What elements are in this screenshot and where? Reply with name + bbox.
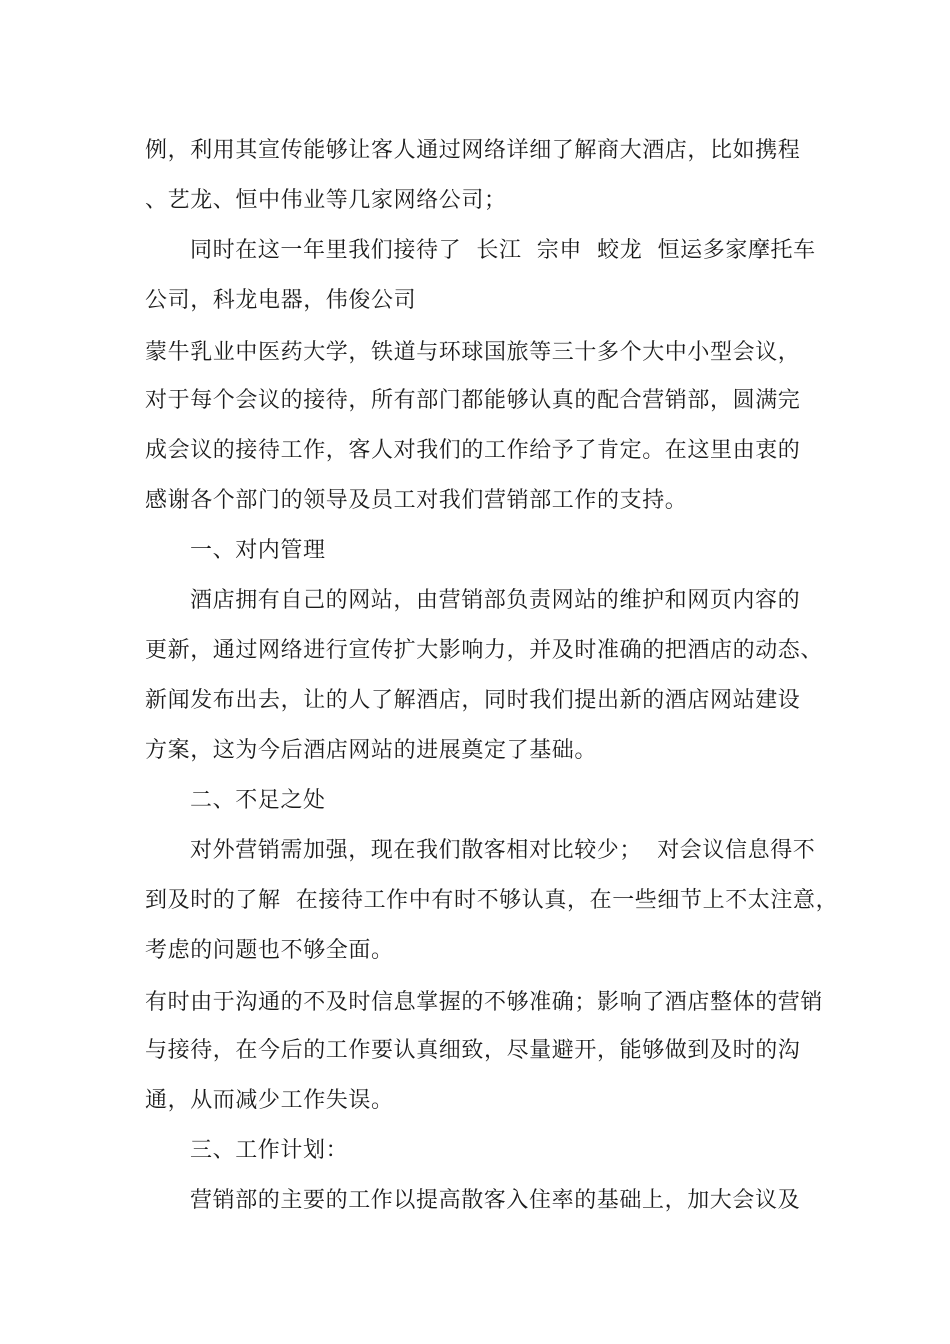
section-heading-internal-management: 一、对内管理: [190, 538, 326, 563]
text-line: 、艺龙、恒中伟业等几家网络公司；: [145, 188, 507, 213]
text-line: 成会议的接待工作，客人对我们的工作给予了肯定。在这里由衷的: [145, 438, 801, 463]
text-line: 同时在这一年里我们接待了 长江 宗申 蛟龙 恒运多家摩托车: [190, 238, 816, 263]
text-line: 营销部的主要的工作以提高散客入住率的基础上，加大会议及: [190, 1188, 801, 1213]
text-line: 例，利用其宣传能够让客人通过网络详细了解商大酒店，比如携程: [145, 138, 801, 163]
text-line: 对外营销需加强，现在我们散客相对比较少； 对会议信息得不: [190, 838, 816, 863]
text-line: 通，从而减少工作失误。: [145, 1088, 394, 1113]
section-heading-shortcomings: 二、不足之处: [190, 788, 326, 813]
text-line: 与接待，在今后的工作要认真细致，尽量避开，能够做到及时的沟: [145, 1038, 801, 1063]
text-line: 到及时的了解 在接待工作中有时不够认真，在一些细节上不太注意，: [145, 888, 839, 913]
text-line: 新闻发布出去，让的人了解酒店，同时我们提出新的酒店网站建设: [145, 688, 801, 713]
text-line: 公司，科龙电器，伟俊公司: [145, 288, 417, 313]
text-line: 方案，这为今后酒店网站的进展奠定了基础。: [145, 738, 598, 763]
text-line: 蒙牛乳业中医药大学，铁道与环球国旅等三十多个大中小型会议，: [145, 340, 801, 365]
text-line: 酒店拥有自己的网站，由营销部负责网站的维护和网页内容的: [190, 588, 801, 613]
text-line: 有时由于沟通的不及时信息掌握的不够准确；影响了酒店整体的营销: [145, 990, 824, 1015]
text-line: 考虑的问题也不够全面。: [145, 938, 394, 963]
text-line: 感谢各个部门的领导及员工对我们营销部工作的支持。: [145, 488, 688, 513]
text-line: 对于每个会议的接待，所有部门都能够认真的配合营销部，圆满完: [145, 388, 801, 413]
text-line: 更新，通过网络进行宣传扩大影响力，并及时准确的把酒店的动态、: [145, 638, 824, 663]
section-heading-work-plan: 三、工作计划：: [190, 1138, 349, 1163]
